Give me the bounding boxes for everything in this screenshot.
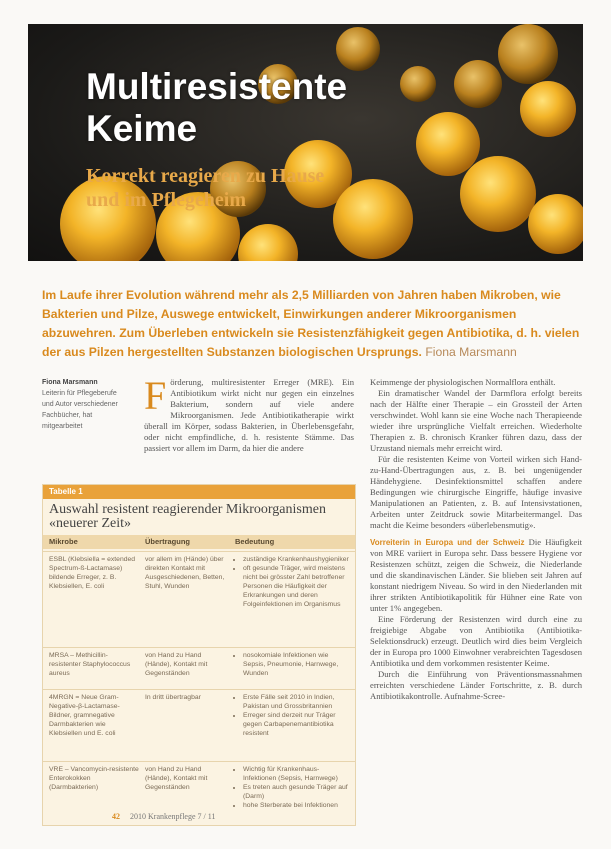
section-subhead: Vorreiterin in Europa und der Schweiz: [370, 538, 525, 547]
table-header: [43, 535, 355, 549]
list-item: • Es treten auch gesunde Träger auf (Darm): [243, 783, 349, 801]
table-row: [43, 689, 355, 762]
table-box: [42, 484, 356, 826]
lead-author: Fiona Marsmann: [425, 345, 517, 359]
author-bio: Leiterin für Pflegeberufe und Autor verschiedener Fachbücher, hat mitgearbeitet: [42, 390, 118, 430]
page-number: 42: [112, 812, 120, 821]
list-item: • oft gesunde Träger, wird meistens nicht bei grösster Zahl betroffener Personen die Häufigkeit der Erkrankungen und deren Folgeinfektionen im Organismus: [243, 564, 349, 609]
paragraph-text: Die Häufigkeit von MRE variiert in Europa sehr. Dass bessere Hygiene vor Resistenzen schützt, zeigen die Schweiz, die Niederlande und die skandinavischen Länder. Sie blieben seit Jahren auf konstant niedrigem Niveau. So wird in den Niederlanden mit ihrer strikten Antibiotikapolitik für Hühner eine Rate von unter 1% angegeben.: [370, 537, 582, 613]
column-header-bedeutung: Bedeutung: [235, 537, 275, 546]
table-cell: [235, 765, 349, 810]
column-header-uebertragung: Übertragung: [145, 537, 190, 546]
table-cell: [235, 555, 349, 609]
table-cell: VRE – Vancomycin-resistente Enterokokken (Darmbakterien): [49, 766, 139, 791]
list-item: • hohe Sterberate bei Infektionen: [243, 801, 349, 810]
table-cell: vor allem im (Hände) über direkten Kontakt mit Ausgeschiedenen, Betten, Stuhl, Wunden: [145, 556, 225, 590]
column-right: [370, 377, 582, 702]
page-title: Multiresistente Keime: [86, 66, 348, 149]
lead-paragraph: [42, 286, 582, 362]
table-label: Tabelle 1: [43, 485, 355, 499]
paragraph: Durch die Einführung von Präventionsmassnahmen erreichten verschiedene Länder Fortschritte, z. B. durch Antibiotikakontrolle. Aufnahme-Scree-: [370, 669, 582, 701]
table-cell: ESBL (Klebsiella = extended Spectrum-ß-Lactamase) bildende Erreger, z. B. Klebsiellen, E. coli: [49, 556, 136, 590]
paragraph: [370, 537, 582, 614]
table-title: Auswahl resistent reagierender Mikroorganismen «neuerer Zeit»: [49, 502, 326, 531]
list-item: • Erreger sind derzeit nur Träger gegen Carbapenemantibiotika resistent: [243, 711, 349, 738]
issue-info: 2010 Krankenpflege 7 / 11: [130, 812, 216, 821]
table-cell: [235, 651, 349, 678]
list-item: • zuständige Krankenhaushygieniker: [243, 555, 349, 564]
table-cell: MRSA – Methicillin-resistenter Staphylococcus aureus: [49, 652, 131, 677]
lead-text: Im Laufe ihrer Evolution während mehr als 2,5 Milliarden von Jahren haben Mikroben, wie Bakterien und Pilze, Auswege entwickelt, Einwirkungen anderer Mikroorganismen abzuwehren. Zum Überleben entwickeln sie Resistenzfähigkeit gegen Antibiotika, d. h. vielen der aus Pilzen hergestellten Substanzen biologischen Ursprungs.: [42, 288, 580, 359]
column-left: [144, 373, 354, 454]
list-item: • nosokomiale Infektionen wie Sepsis, Pneumonie, Harnwege, Wunden: [243, 651, 349, 678]
paragraph: Eine Förderung der Resistenzen wird durch eine zu freigiebige Abgabe von Antibiotika (Antibiotika-Selektionsdruck) erzeugt. Deutlich wird dies beim Vergleich der in Europa pro 1000 Einwohner verabreichten Tagesdosen Antibiotika und dem vorkommen resistenter Keime.: [370, 614, 582, 668]
table-cell: von Hand zu Hand (Hände), Kontakt mit Gegenständen: [145, 652, 208, 677]
page-subtitle: Korrekt reagieren zu Hause und im Pflegeheim: [86, 165, 325, 211]
paragraph: Ein dramatischer Wandel der Darmflora erfolgt bereits nach der Hälfte einer Therapie – ein Grossteil der Arten verschwindet. Wohl kann sie eine Woche nach Therapieende wieder ihre ursprüngliche Vielfalt erreichen. Wiederholte Therapien z. B. chronisch Kranker führen dazu, dass der Urzustand niemals mehr erreicht wird.: [370, 388, 582, 453]
paragraph: Keimmenge der physiologischen Normalflora enthält.: [370, 377, 556, 387]
table-cell: In dritt übertragbar: [145, 694, 201, 701]
paragraph: [144, 373, 354, 454]
drop-cap: F: [144, 373, 167, 418]
table-cell: von Hand zu Hand (Hände), Kontakt mit Gegenständen: [145, 766, 208, 791]
table-cell: [235, 693, 349, 738]
list-item: • Erste Fälle seit 2010 in Indien, Pakistan und Grossbritannien: [243, 693, 349, 711]
paragraph-text: örderung, multiresistenter Erreger (MRE). Ein Antibiotikum wirkt nicht nur gegen ein einzelnes Bakterium, sondern auf viele andere Mikroorganismen. Jede Antibiotikatherapie wirkt überall im Körper, sodass Bakterien, in Überlebensgefahr, oder nicht empfindliche, d. h. resistente Stämme. Das passiert vor allem im Darm, da hier die andere: [144, 377, 354, 453]
page-footer: [112, 812, 215, 821]
column-header-mikrobe: Mikrobe: [49, 537, 78, 546]
hero-image: [28, 24, 583, 261]
table-row: [43, 551, 355, 648]
author-name: Fiona Marsmann: [42, 379, 98, 386]
author-box: [42, 377, 122, 432]
paragraph: Für die resistenten Keime von Vorteil wirken sich Hand-zu-Hand-Übertragungen aus, z. B. bei ungenügender Händehygiene. Desinfektionsmittel schaffen andere Bedingungen wie chirurgische Eingriffe, häufige invasive Manipulationen an Patienten, z. B. auf Intensivstationen, Arbeiten unter Zeitdruck sowie Mitarbeitermangel. Das macht die Keime besonders «überlebensmutig».: [370, 454, 582, 530]
table-row: [43, 647, 355, 690]
table-cell: 4MRGN = Neue Gram-Negative-β-Lactamase-Bildner, gramnegative Darmbakterien wie Klebsiellen und E. coli: [49, 694, 120, 737]
list-item: • Wichtig für Krankenhaus-Infektionen (Sepsis, Harnwege): [243, 765, 349, 783]
